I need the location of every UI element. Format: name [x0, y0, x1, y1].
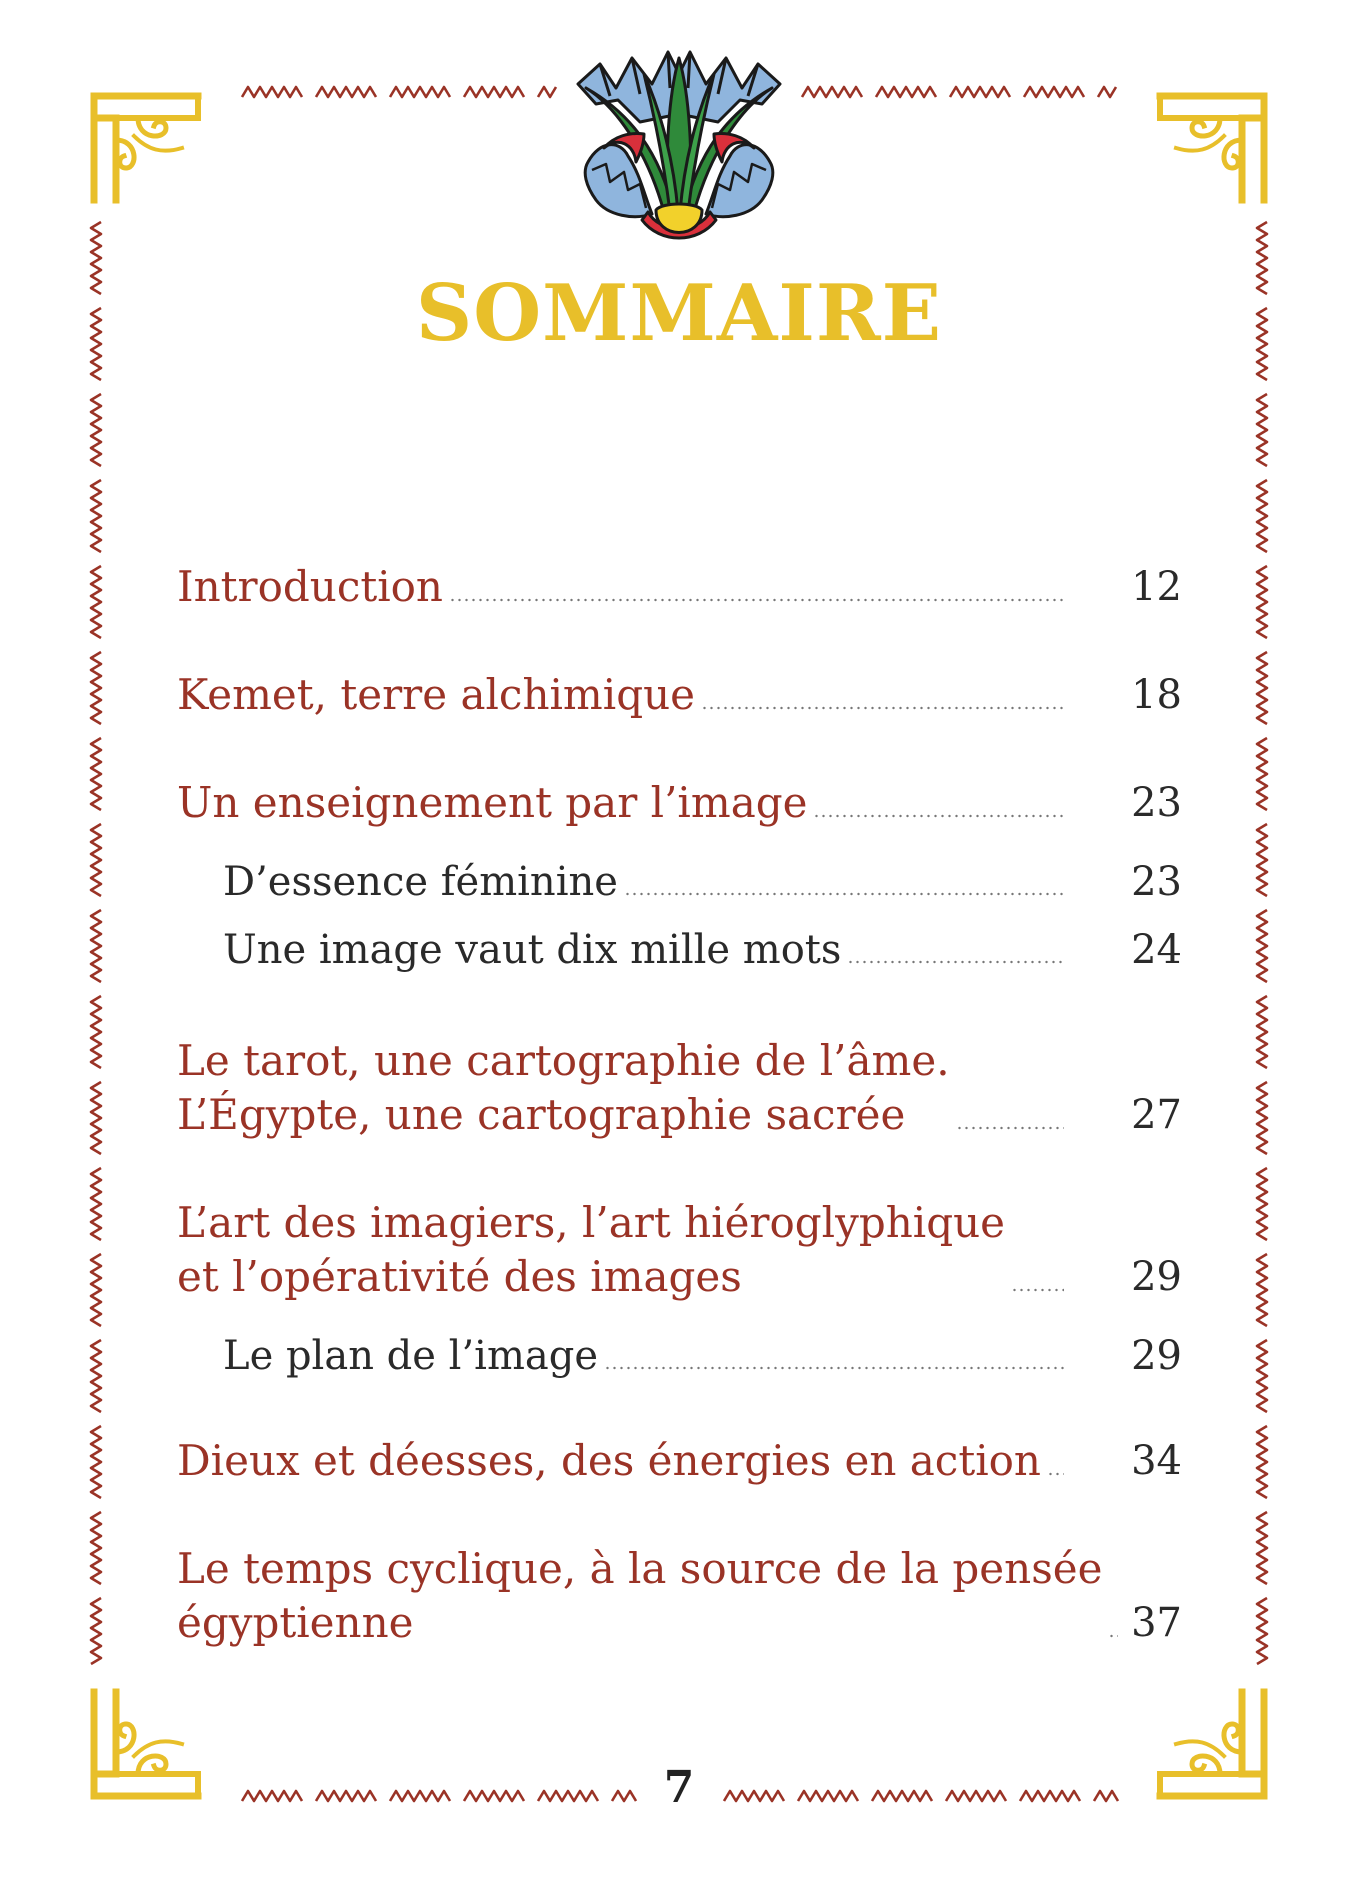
toc-subentry-dix-mille-mots[interactable] [177, 924, 1182, 976]
right-zigzag-border [1254, 220, 1270, 1670]
toc-page-number: 27 [1131, 1092, 1182, 1138]
dot-leader [624, 892, 1064, 896]
top-right-zigzag-border [800, 84, 1120, 100]
toc-page-number: 37 [1131, 1600, 1182, 1646]
toc-page-number: 18 [1131, 672, 1182, 718]
toc-entry-title: Une image vaut dix mille mots [223, 927, 842, 973]
toc-page-number: 29 [1131, 1333, 1182, 1379]
corner-scroll-ornament-icon [1154, 88, 1272, 202]
toc-entry-title-line: Le temps cyclique, à la source de la pensée [177, 1544, 1103, 1593]
toc-entry-title: Un enseignement par l’image [177, 778, 808, 827]
toc-entry-title-line: Le tarot, une cartographie de l’âme. [177, 1036, 950, 1085]
toc-entry-kemet[interactable] [177, 668, 1182, 722]
dot-leader [847, 960, 1064, 964]
page-number: 7 [663, 1762, 695, 1813]
toc-entry-dieux-deesses[interactable] [177, 1434, 1182, 1488]
dot-leader [701, 706, 1064, 710]
toc-page-number: 12 [1131, 564, 1182, 610]
toc-entry-title: D’essence féminine [223, 859, 618, 905]
toc-entry-title: Dieux et déesses, des énergies en action [177, 1436, 1041, 1485]
toc-entry-title-line: L’art des imagiers, l’art hiéroglyphique [177, 1198, 1006, 1247]
toc-entry-title-line: égyptienne [177, 1598, 414, 1647]
toc-entry-art-imagiers[interactable] [177, 1196, 1182, 1304]
toc-entry-tarot[interactable] [177, 1034, 1182, 1142]
toc-entry-enseignement[interactable] [177, 776, 1182, 830]
toc-entry-temps-cyclique[interactable] [177, 1542, 1182, 1650]
page-title: SOMMAIRE [415, 268, 943, 359]
toc-page-number: 23 [1131, 780, 1182, 826]
toc-entry-title: Introduction [177, 562, 443, 611]
top-left-zigzag-border [240, 84, 560, 100]
toc-page-number: 24 [1131, 927, 1182, 973]
corner-scroll-ornament-icon [86, 88, 204, 202]
toc-page-number: 29 [1131, 1254, 1182, 1300]
left-zigzag-border [88, 220, 104, 1670]
toc-entry-title-line: L’Égypte, une cartographie sacrée [177, 1090, 906, 1139]
dot-leader [449, 598, 1064, 602]
dot-leader [1047, 1472, 1064, 1476]
toc-entry-title-line: et l’opérativité des images [177, 1252, 742, 1301]
toc-page-number: 34 [1131, 1438, 1182, 1484]
lotus-flower-icon [548, 44, 810, 260]
toc-entry-introduction[interactable] [177, 560, 1182, 614]
dot-leader [813, 814, 1064, 818]
toc-entry-title: Kemet, terre alchimique [177, 670, 695, 719]
dot-leader [956, 1126, 1064, 1130]
toc-subentry-essence-feminine[interactable] [177, 856, 1182, 908]
dot-leader [1011, 1288, 1064, 1292]
toc-page-number: 23 [1131, 859, 1182, 905]
dot-leader [604, 1366, 1064, 1370]
toc-subentry-plan-image[interactable] [177, 1330, 1182, 1382]
toc-entry-title: Le plan de l’image [223, 1333, 599, 1379]
